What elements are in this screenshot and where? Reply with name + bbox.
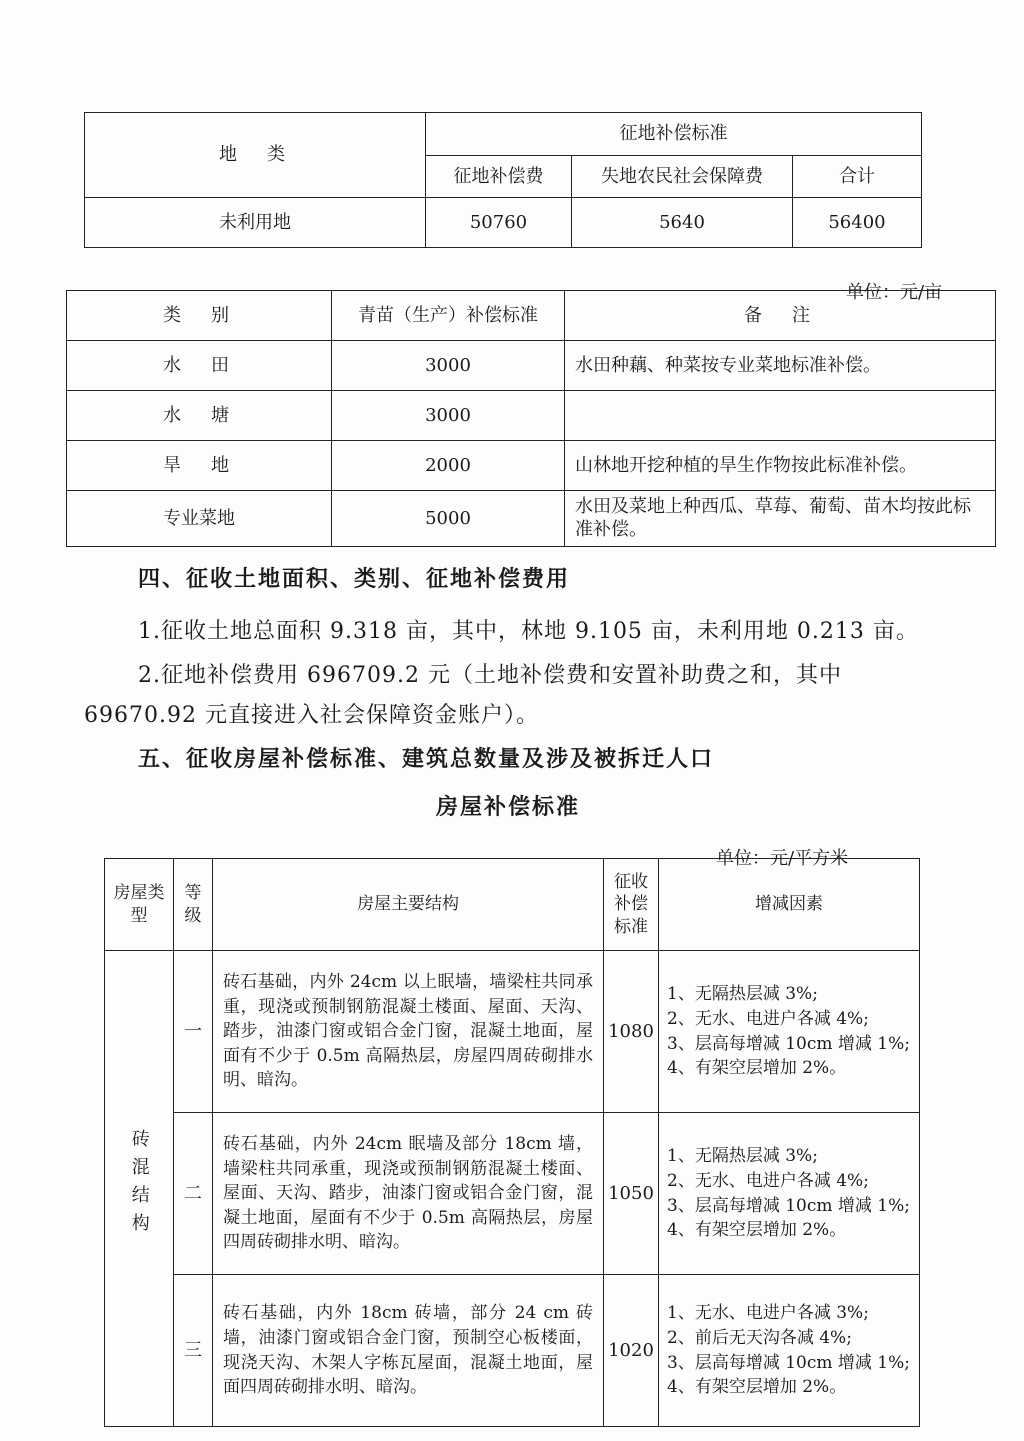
cell-category: 水 田 — [67, 341, 332, 391]
factor-item: 3、层高每增减 10cm 增减 1%; — [667, 1033, 910, 1054]
col-compensation: 征地补偿费 — [426, 156, 572, 198]
table-row — [105, 1113, 920, 1275]
cell-grade: 二 — [174, 1113, 213, 1275]
cell-factors — [659, 1275, 920, 1427]
factor-item: 3、层高每增减 10cm 增减 1%; — [667, 1352, 910, 1373]
col-house-type: 房屋类型 — [105, 859, 174, 951]
cell-standard: 1080 — [604, 951, 659, 1113]
cell-land-type: 未利用地 — [85, 198, 426, 248]
section4-item2-line2: 69670.92 元直接进入社会保障资金账户）。 — [84, 703, 539, 728]
factor-item: 2、无水、电进户各减 4%; — [667, 1008, 869, 1029]
house-compensation-table — [104, 858, 920, 1427]
col-house-standard: 征收补偿标准 — [604, 859, 659, 951]
cell-structure: 砖石基础，内外 24cm 眠墙及部分 18cm 墙，墙梁柱共同承重，现浇或预制钢筋混凝土楼面、屋面、天沟、踏步，油漆门窗或铝合金门窗，混凝土地面，屋面有不少于 0.5m 高隔热层，房屋四周砖砌排水明、暗沟。 — [213, 1113, 604, 1275]
cell-standard: 5000 — [332, 491, 565, 547]
header-land-type: 地 类 — [85, 113, 426, 198]
cell-standard: 1050 — [604, 1113, 659, 1275]
factor-item: 1、无隔热层减 3%; — [667, 1146, 818, 1167]
cell-grade: 一 — [174, 951, 213, 1113]
cell-category: 水 塘 — [67, 391, 332, 441]
cell-category: 旱 地 — [67, 441, 332, 491]
col-social-security: 失地农民社会保障费 — [572, 156, 793, 198]
header-standard: 征地补偿标准 — [426, 113, 922, 156]
section5-heading: 五、征收房屋补偿标准、建筑总数量及涉及被拆迁人口 — [138, 746, 715, 772]
cell-remarks: 水田及菜地上种西瓜、草莓、葡萄、苗木均按此标准补偿。 — [565, 491, 996, 547]
col-factors: 增减因素 — [659, 859, 920, 951]
factor-item: 1、无水、电进户各减 3%; — [667, 1303, 869, 1324]
table-row — [67, 391, 996, 441]
cell-structure: 砖石基础，内外 18cm 砖墙，部分 24 cm 砖墙，油漆门窗或铝合金门窗，预制空心板楼面，现浇天沟、木架人字栋瓦屋面，混凝土地面，屋面四周砖砌排水明、暗沟。 — [213, 1275, 604, 1427]
col-total: 合计 — [793, 156, 922, 198]
cell-factors — [659, 951, 920, 1113]
cell-structure: 砖石基础，内外 24cm 以上眠墙，墙梁柱共同承重，现浇或预制钢筋混凝土楼面、屋面、天沟、踏步，油漆门窗或铝合金门窗，混凝土地面，屋面有不少于 0.5m 高隔热层，房屋四周砖砌排水明、暗沟。 — [213, 951, 604, 1113]
crop-compensation-table — [66, 290, 996, 547]
table-row — [67, 441, 996, 491]
factor-item: 3、层高每增减 10cm 增减 1%; — [667, 1195, 910, 1216]
col-crop-standard: 青苗（生产）补偿标准 — [332, 291, 565, 341]
table-row — [67, 341, 996, 391]
cell-compensation: 50760 — [426, 198, 572, 248]
cell-factors — [659, 1113, 920, 1275]
land-compensation-table — [84, 112, 922, 248]
factor-item: 1、无隔热层减 3%; — [667, 984, 818, 1005]
unit-label-house: 单位：元/平方米 — [716, 848, 849, 869]
col-structure: 房屋主要结构 — [213, 859, 604, 951]
cell-standard: 1020 — [604, 1275, 659, 1427]
factor-item: 2、无水、电进户各减 4%; — [667, 1170, 869, 1191]
cell-total: 56400 — [793, 198, 922, 248]
cell-standard: 2000 — [332, 441, 565, 491]
col-grade: 等级 — [174, 859, 213, 951]
factor-item: 4、有架空层增加 2%。 — [667, 1220, 847, 1241]
cell-category: 专业菜地 — [67, 491, 332, 547]
factor-item: 2、前后无天沟各减 4%; — [667, 1327, 852, 1348]
cell-remarks: 水田种藕、种菜按专业菜地标准补偿。 — [565, 341, 996, 391]
house-type-label: 砖混结构 — [128, 1129, 150, 1242]
cell-house-type — [105, 951, 174, 1427]
cell-standard: 3000 — [332, 391, 565, 441]
section4-heading: 四、征收土地面积、类别、征地补偿费用 — [138, 566, 571, 592]
table-row — [105, 1275, 920, 1427]
factor-item: 4、有架空层增加 2%。 — [667, 1377, 847, 1398]
table-row — [67, 491, 996, 547]
table-row — [105, 951, 920, 1113]
table-title: 房屋补偿标准 — [436, 794, 581, 820]
section4-item2-line1: 2.征地补偿费用 696709.2 元（土地补偿费和安置补助费之和，其中 — [138, 663, 842, 688]
cell-social-security: 5640 — [572, 198, 793, 248]
col-category: 类 别 — [67, 291, 332, 341]
table-row — [85, 198, 922, 248]
col-remarks: 备 注 — [565, 291, 996, 341]
cell-grade: 三 — [174, 1275, 213, 1427]
cell-remarks: 山林地开挖种植的旱生作物按此标准补偿。 — [565, 441, 996, 491]
section4-item1: 1.征收土地总面积 9.318 亩，其中，林地 9.105 亩，未利用地 0.213 亩。 — [138, 619, 919, 644]
cell-remarks — [565, 391, 996, 441]
cell-standard: 3000 — [332, 341, 565, 391]
factor-item: 4、有架空层增加 2%。 — [667, 1058, 847, 1079]
unit-label: 单位：元/亩 — [846, 282, 943, 303]
